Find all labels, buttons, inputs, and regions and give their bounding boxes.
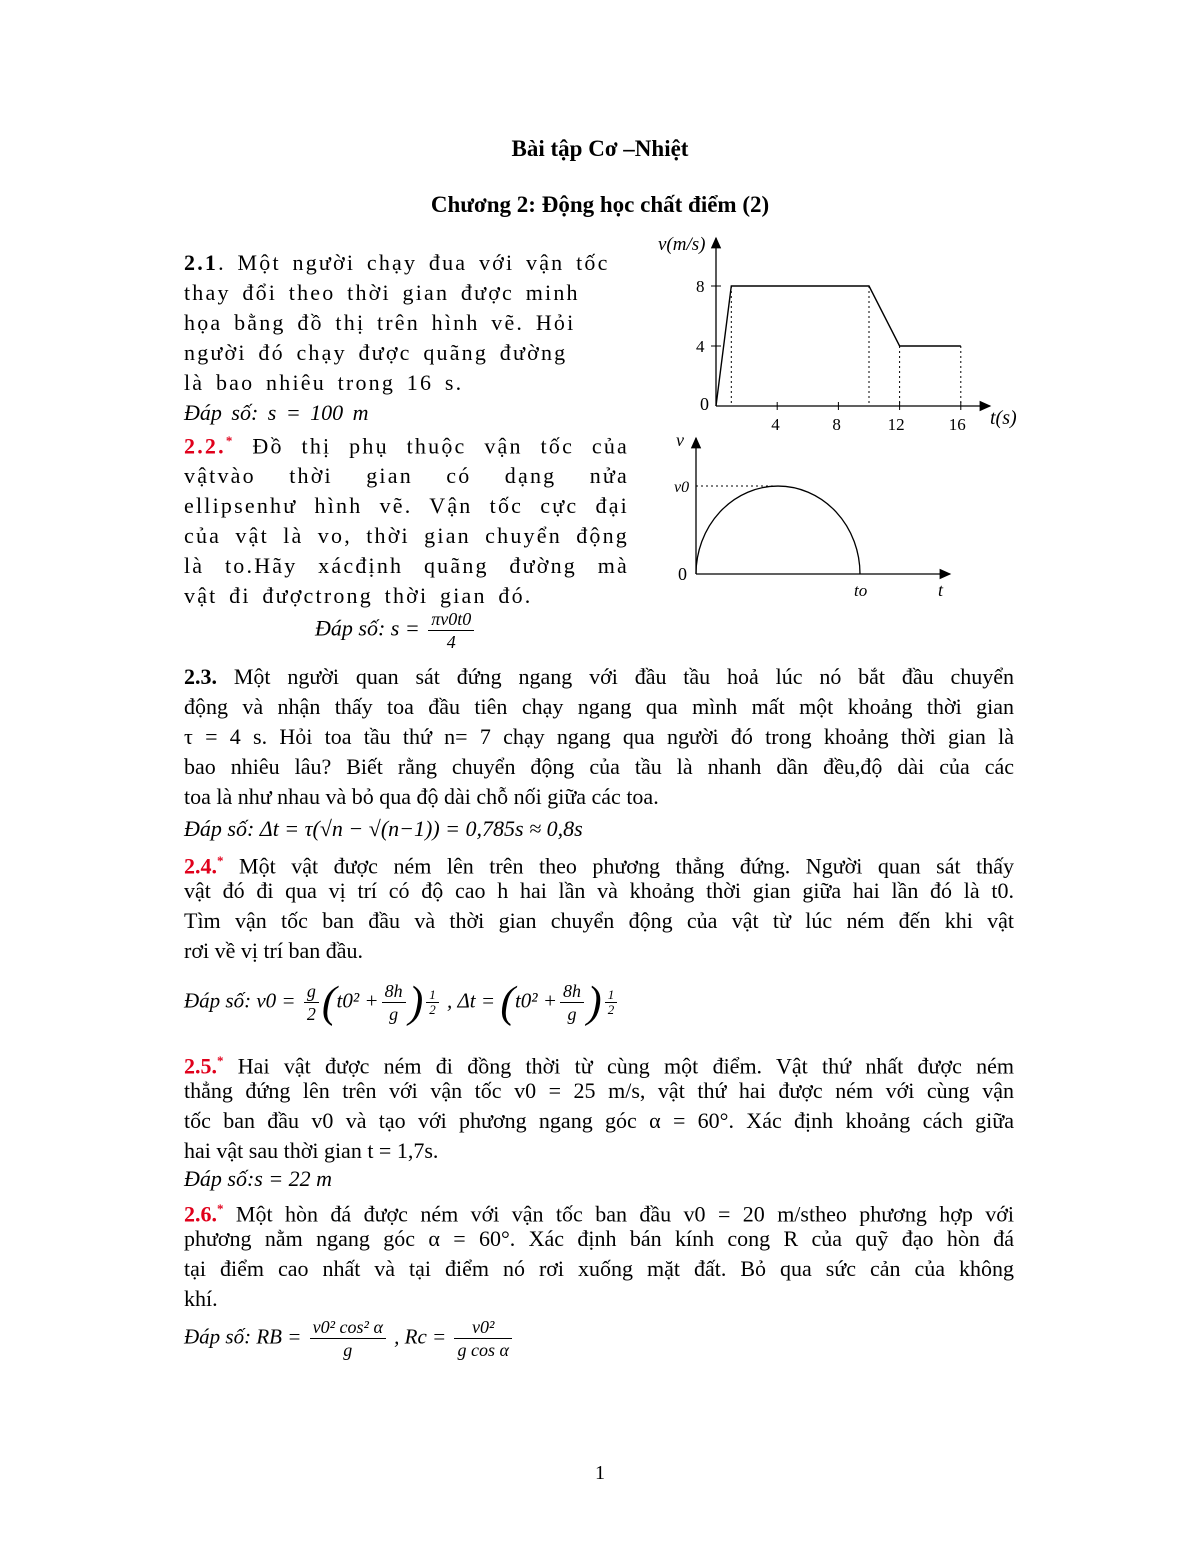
problem-text-line: là bao nhiêu trong 16 s. (184, 370, 464, 395)
answer-2-5: Đáp số:s = 22 m (184, 1166, 333, 1191)
answer-2-6 (184, 1316, 515, 1361)
problem-text-line: vật đi đượctrong thời gian đó. (184, 583, 533, 609)
star-marker: * (225, 433, 235, 448)
half-ellipse-chart (660, 430, 970, 610)
velocity-time-chart (650, 228, 1030, 438)
fraction-numerator: v0² cos² α (310, 1316, 386, 1339)
fraction-numerator: 8h (560, 980, 584, 1003)
fraction-numerator: 8h (382, 980, 406, 1003)
document-title: Bài tập Cơ –Nhiệt (511, 136, 689, 161)
problem-text-line: là to.Hãy xácđịnh quãng đường mà (184, 553, 629, 579)
answer-2-2 (315, 608, 477, 653)
answer-lhs: s = (390, 615, 420, 641)
star-marker: * (217, 1053, 224, 1068)
problem-text-line: Hai vật được ném đi đồng thời từ cùng một điểm. Vật thứ nhất được ném (237, 1053, 1014, 1079)
problem-text-line: người đó chạy được quãng đường (184, 340, 568, 365)
origin-label: 0 (700, 394, 709, 414)
problem-text-line: rơi về vị trí ban đầu. (184, 938, 364, 963)
fraction-numerator: g (304, 980, 319, 1003)
formula-part: v0 = (256, 988, 296, 1013)
fraction-denominator: g (343, 1340, 353, 1360)
exponent-numerator: 1 (426, 988, 439, 1003)
problem-text-line: Một vật được ném lên trên theo phương thẳng đứng. Người quan sát thấy (239, 853, 1015, 879)
chapter-title: Chương 2: Động học chất điểm (2) (430, 192, 770, 217)
y-tick-label: 4 (696, 337, 705, 356)
problem-text-line: họa bằng đồ thị trên hình vẽ. Hỏi (184, 310, 576, 335)
problem-text-line: ellipsenhư hình vẽ. Vận tốc cực đại (184, 493, 629, 519)
problem-number: 2.1 (184, 250, 219, 275)
problem-text-line: toa là như nhau và bỏ qua độ dài chỗ nối giữa các toa. (184, 784, 659, 809)
x-tick-label: 16 (948, 415, 966, 434)
problem-2-3-line (184, 662, 1014, 692)
problem-text-line: tại điểm cao nhất và tại điểm nó rơi xuống mặt đất. Bỏ qua sức cản của không (184, 1256, 1014, 1281)
y-axis-label: v(m/s) (658, 234, 706, 255)
problem-number: 2.4. (184, 853, 217, 879)
star-marker: * (217, 1201, 224, 1216)
problem-text-line: phương nằm ngang góc α = 60°. Xác định bán kính cong R của quỹ đạo hòn đá (184, 1226, 1014, 1251)
problem-text-line: hai vật sau thời gian t = 1,7s. (184, 1138, 439, 1163)
problem-text-line: tốc ban đầu v0 và tạo với phương ngang góc α = 60°. Xác định khoảng cách giữa (184, 1108, 1014, 1133)
fraction-denominator: g cos α (457, 1340, 509, 1360)
x-tick-label: 8 (832, 415, 841, 434)
problem-text-line: động và nhận thấy toa đầu tiên chạy ngang qua mình mất một khoảng thời gian (184, 694, 1014, 719)
fraction-denominator: 4 (446, 632, 456, 652)
v0-label: v0 (674, 479, 690, 496)
problem-number: 2.3. (184, 664, 217, 689)
problem-text-line: bao nhiêu lâu? Biết rằng chuyển động của tầu là nhanh dần đều,độ dài của các (184, 754, 1014, 779)
problem-text-line: thẳng đứng lên trên với vận tốc v0 = 25 m/s, vật thứ hai được ném với cùng vận (184, 1078, 1014, 1103)
answer-label: Đáp số: (184, 1324, 252, 1349)
problem-text-line: khí. (184, 1286, 218, 1311)
fraction-denominator: 2 (306, 1004, 316, 1024)
exponent-denominator: 2 (429, 1002, 436, 1017)
formula-part: t0² + (514, 988, 558, 1013)
origin-label: 0 (678, 564, 687, 584)
problem-text-line: của vật là vo, thời gian chuyển động (184, 523, 629, 549)
problem-2-2 (184, 426, 629, 611)
x-axis-label: t (938, 580, 944, 600)
problem-text-line: thay đổi theo thời gian được minh (184, 280, 580, 305)
fraction-numerator: πv0t0 (428, 608, 474, 631)
formula-part: RB = (256, 1324, 302, 1349)
to-label: to (854, 581, 868, 600)
problem-text-line: Một hòn đá được ném với vận tốc ban đầu v0 = 20 m/stheo phương hợp với (235, 1201, 1015, 1227)
exponent-denominator: 2 (607, 1002, 615, 1017)
problem-number: 2.2. (184, 433, 226, 459)
y-tick-label: 8 (696, 277, 705, 296)
x-axis-label: t(s) (990, 407, 1017, 429)
page-number: 1 (595, 1462, 605, 1484)
star-marker: * (217, 853, 224, 868)
y-axis-label: v (676, 430, 684, 450)
problem-text-line: Tìm vận tốc ban đầu và thời gian chuyển động của vật từ lúc ném đến khi vật (184, 908, 1014, 933)
problem-number: 2.6. (184, 1201, 217, 1227)
velocity-series-line (716, 286, 961, 406)
formula-part: t0² + (336, 988, 379, 1013)
problem-text-line: Đồ thị phụ thuộc vận tốc của (252, 433, 630, 459)
formula-part: , Δt = (446, 988, 496, 1013)
fraction-denominator: g (389, 1004, 399, 1024)
exponent-numerator: 1 (605, 988, 618, 1003)
x-tick-label: 4 (771, 415, 780, 434)
problem-text-line: vật đó đi qua vị trí có độ cao h hai lần và khoảng thời gian giữa hai lần đó là t0. (184, 878, 1014, 903)
answer: Đáp số: s = 100 m (184, 400, 369, 425)
answer-2-4: Đáp số: v0 = $\frac{g}{2}$ (t0² + $\frac{8h}{g}$ ) $\frac{1}{2}$ , Δt = (t0² + $\frac{8h}{g}$ ) $\frac{1}{2}$ (184, 980, 620, 1025)
fraction-numerator: v0² (454, 1316, 511, 1339)
half-ellipse-curve (696, 486, 860, 574)
problem-text-line: Một người chạy đua với vận tốc (237, 250, 610, 275)
answer-label: Đáp số: (315, 615, 386, 641)
problem-text-line: vậtvào thời gian có dạng nửa (184, 463, 629, 489)
x-tick-label: 12 (887, 415, 905, 434)
formula-part: , Rc = (394, 1324, 447, 1349)
problem-2-1: 2.1. Một người chạy đua với vận tốc thay đổi theo thời gian được minh họa bằng đồ thị trên hình vẽ. Hỏi người đó chạy được quãng đường là bao nhiêu trong 16 s. Đáp số: s = 100 m (184, 248, 644, 428)
fraction-denominator: g (567, 1004, 577, 1024)
problem-text-line: τ = 4 s. Hỏi toa tầu thứ n= 7 chạy ngang qua người đó trong khoảng thời gian là (184, 724, 1014, 749)
problem-number: 2.5. (184, 1053, 217, 1079)
answer-2-3: Đáp số: Δt = τ(√n − √(n−1)) = 0,785s ≈ 0,8s (184, 816, 583, 841)
answer-label: Đáp số: (184, 988, 252, 1013)
problem-text-line: Một người quan sát đứng ngang với đầu tầu hoả lúc nó bắt đầu chuyển (233, 664, 1015, 689)
